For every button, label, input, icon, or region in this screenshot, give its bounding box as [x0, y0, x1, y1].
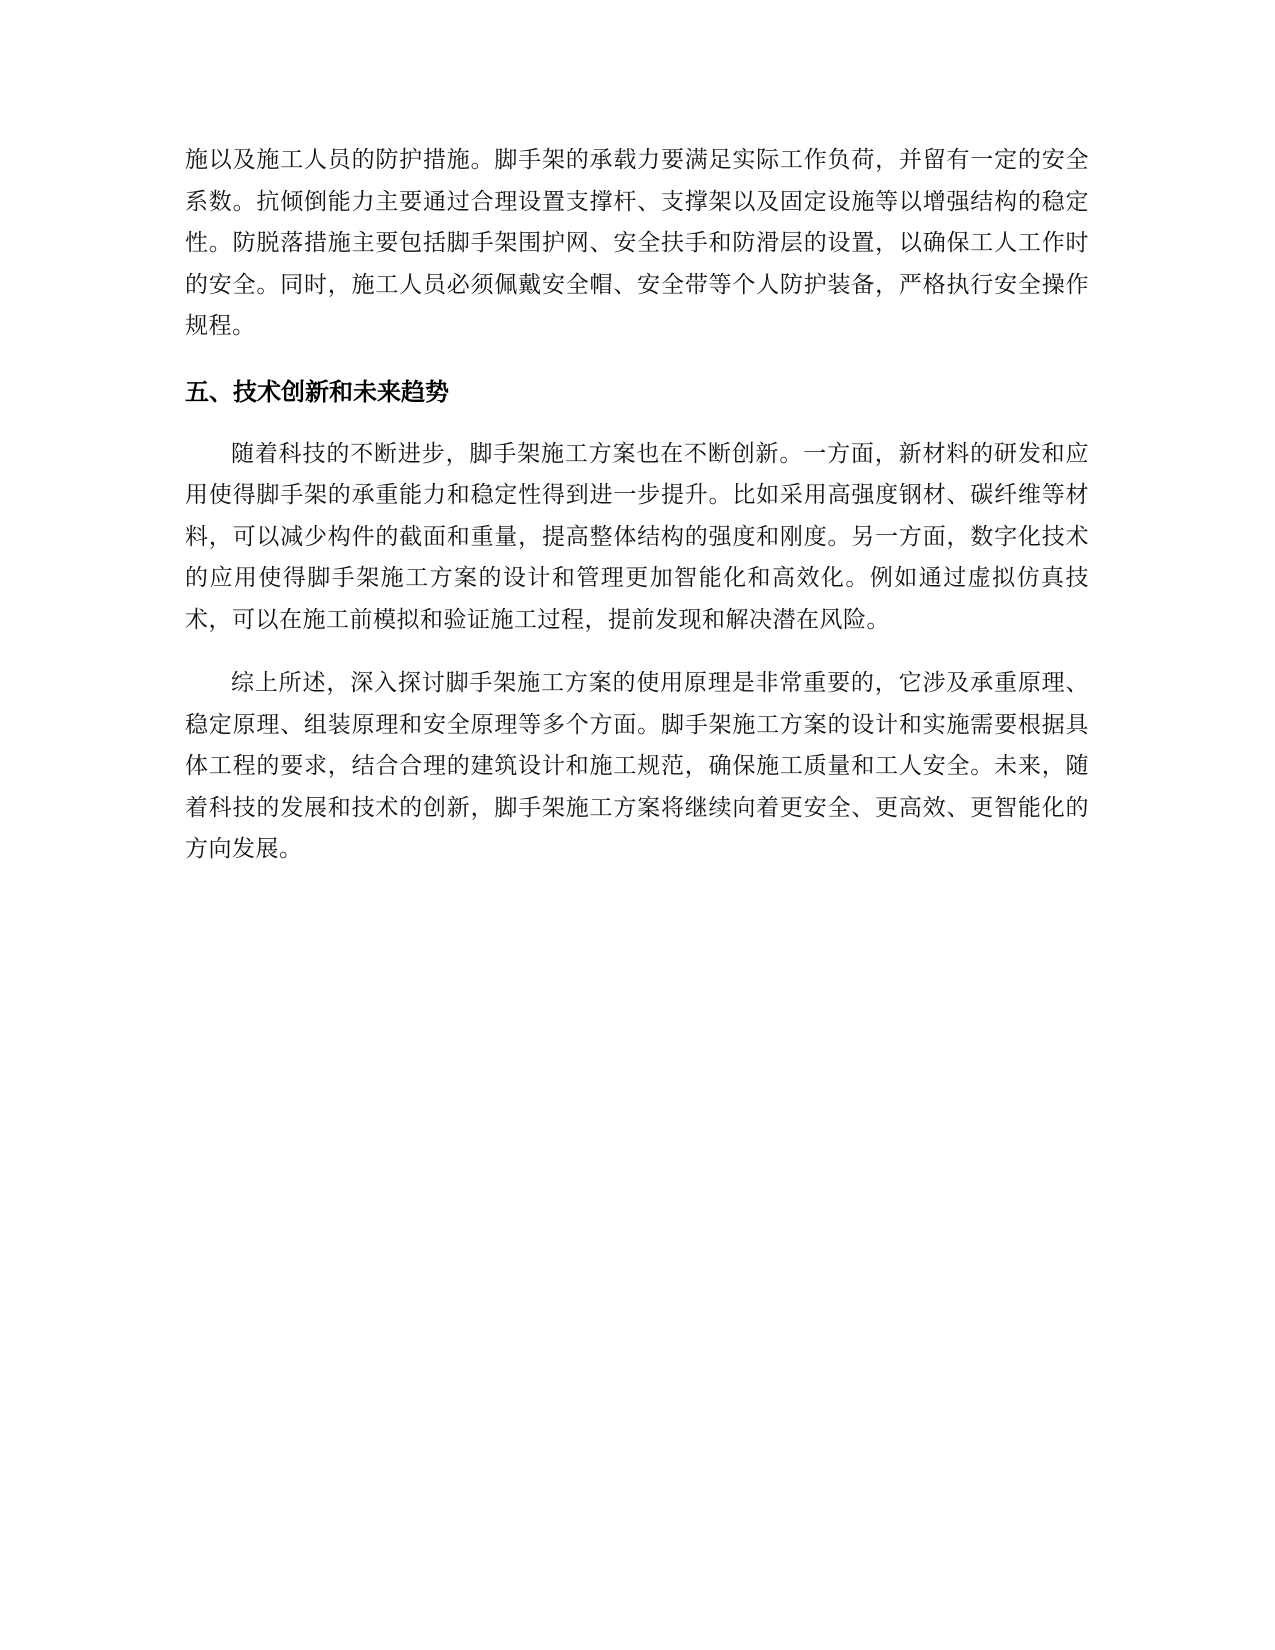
paragraph-innovation: 随着科技的不断进步，脚手架施工方案也在不断创新。一方面，新材料的研发和应用使得脚手架的承重能力和稳定性得到进一步提升。比如采用高强度钢材、碳纤维等材料，可以减少构件的截面和重量，提高整体结构的强度和刚度。另一方面，数字化技术的应用使得脚手架施工方案的设计和管理更加智能化和高效化。例如通过虚拟仿真技术，可以在施工前模拟和验证施工过程，提前发现和解决潜在风险。 [185, 440, 1089, 633]
document-page [185, 140, 1089, 871]
section-heading-innovation: 五、技术创新和未来趋势 [185, 377, 449, 406]
paragraph-conclusion: 综上所述，深入探讨脚手架施工方案的使用原理是非常重要的，它涉及承重原理、稳定原理、组装原理和安全原理等多个方面。脚手架施工方案的设计和实施需要根据具体工程的要求，结合合理的建筑设计和施工规范，确保施工质量和工人安全。未来，随着科技的发展和技术的创新，脚手架施工方案将继续向着更安全、更高效、更智能化的方向发展。 [185, 670, 1089, 862]
paragraph-safety-continued: 施以及施工人员的防护措施。脚手架的承载力要满足实际工作负荷，并留有一定的安全系数。抗倾倒能力主要通过合理设置支撑杆、支撑架以及固定设施等以增强结构的稳定性。防脱落措施主要包括脚手架围护网、安全扶手和防滑层的设置，以确保工人工作时的安全。同时，施工人员必须佩戴安全帽、安全带等个人防护装备，严格执行安全操作规程。 [185, 147, 1089, 339]
